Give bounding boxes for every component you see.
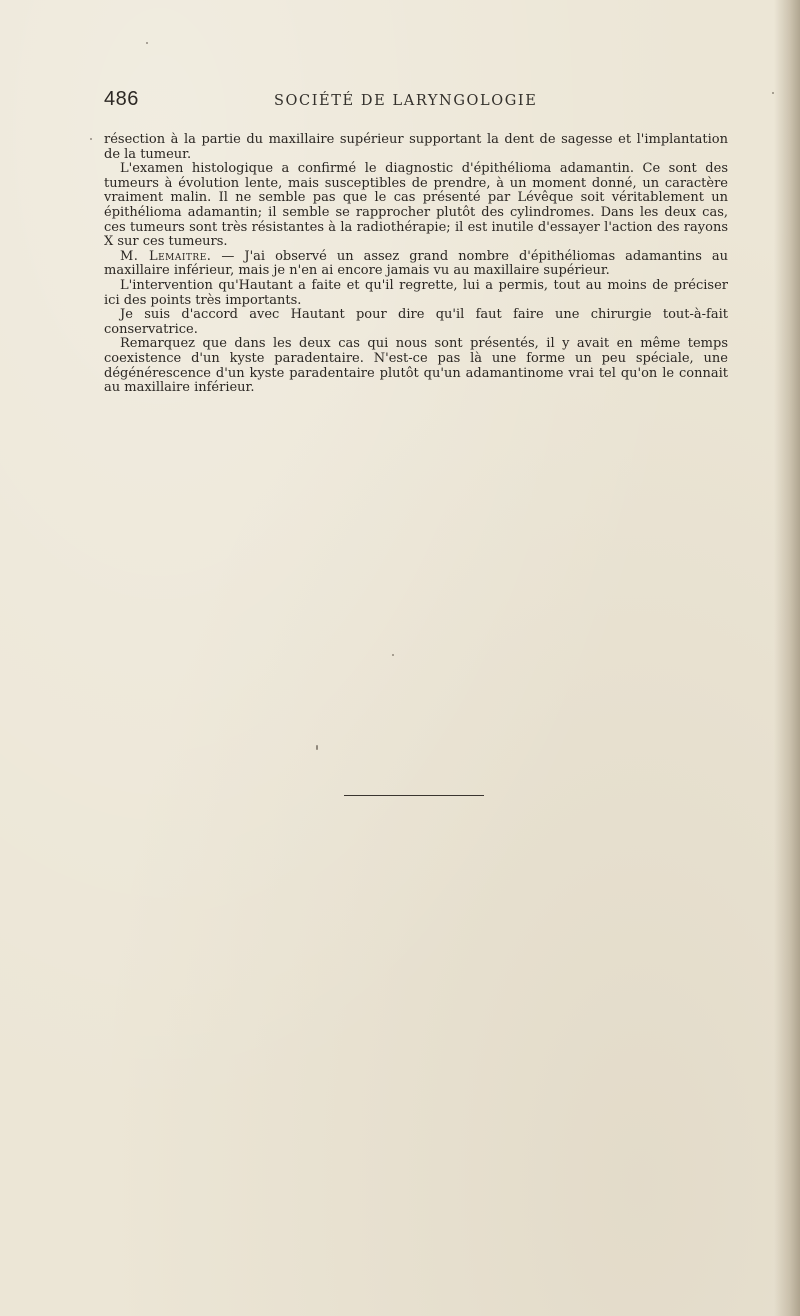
paragraph-accord [104, 308, 728, 337]
section-end-rule [344, 795, 484, 796]
paragraph-text: — J'ai observé un assez grand nombre d'épithéliomas adamantins au maxillaire inférieur, mais je n'en ai encore jamais vu au maxillaire supérieur. [104, 248, 728, 279]
page-header [104, 88, 728, 116]
paper-speck [316, 745, 318, 750]
paragraph-examen [104, 162, 728, 250]
paragraph-remarquez [104, 337, 728, 395]
paragraph-text: L'examen histologique a confirmé le diagnostic d'épithélioma adamantin. Ce sont des tumeurs à évolution lente, mais susceptibles de prendre, à un moment donné, un caractère vraiment malin. Il ne semble pas que le cas présenté par Lévêque soit véritablement un épithélioma adamantin; il semble se rapprocher plutôt des cylindromes. Dans les deux cas, ces tumeurs sont très résistantes à la radiothérapie; il est inutile d'essayer l'action des rayons X sur ces tumeurs. [104, 161, 728, 250]
paper-speck [392, 654, 394, 656]
paragraph-text: résection à la partie du maxillaire supérieur supportant la dent de sagesse et l'implantation de la tumeur. [104, 132, 728, 162]
paragraph-lemaitre [104, 250, 728, 279]
paragraph-text: L'intervention qu'Hautant a faite et qu'il regrette, lui a permis, tout au moins de préciser ici des points très importants. [104, 277, 728, 308]
page-number: 486 [104, 88, 139, 110]
paragraph-resection [104, 133, 728, 162]
page-edge-shadow [774, 0, 800, 1316]
paper-speck [146, 42, 148, 44]
paper-speck [772, 92, 774, 94]
running-title: SOCIÉTÉ DE LARYNGOLOGIE [274, 93, 538, 109]
speaker-name: M. Lemaitre. [120, 248, 212, 264]
paragraph-text: Remarquez que dans les deux cas qui nous sont présentés, il y avait en même temps coexistence d'un kyste paradentaire. N'est-ce pas là une forme un peu spéciale, une dégénérescence d'un kyste paradentaire plutôt qu'un adamantinome vrai tel qu'on le connait au maxillaire inférieur. [104, 336, 728, 396]
paragraph-text: Je suis d'accord avec Hautant pour dire qu'il faut faire une chirurgie tout-à-fait conservatrice. [104, 307, 728, 337]
paper-speck [90, 138, 92, 140]
paragraph-intervention [104, 279, 728, 308]
body-text [104, 133, 728, 396]
